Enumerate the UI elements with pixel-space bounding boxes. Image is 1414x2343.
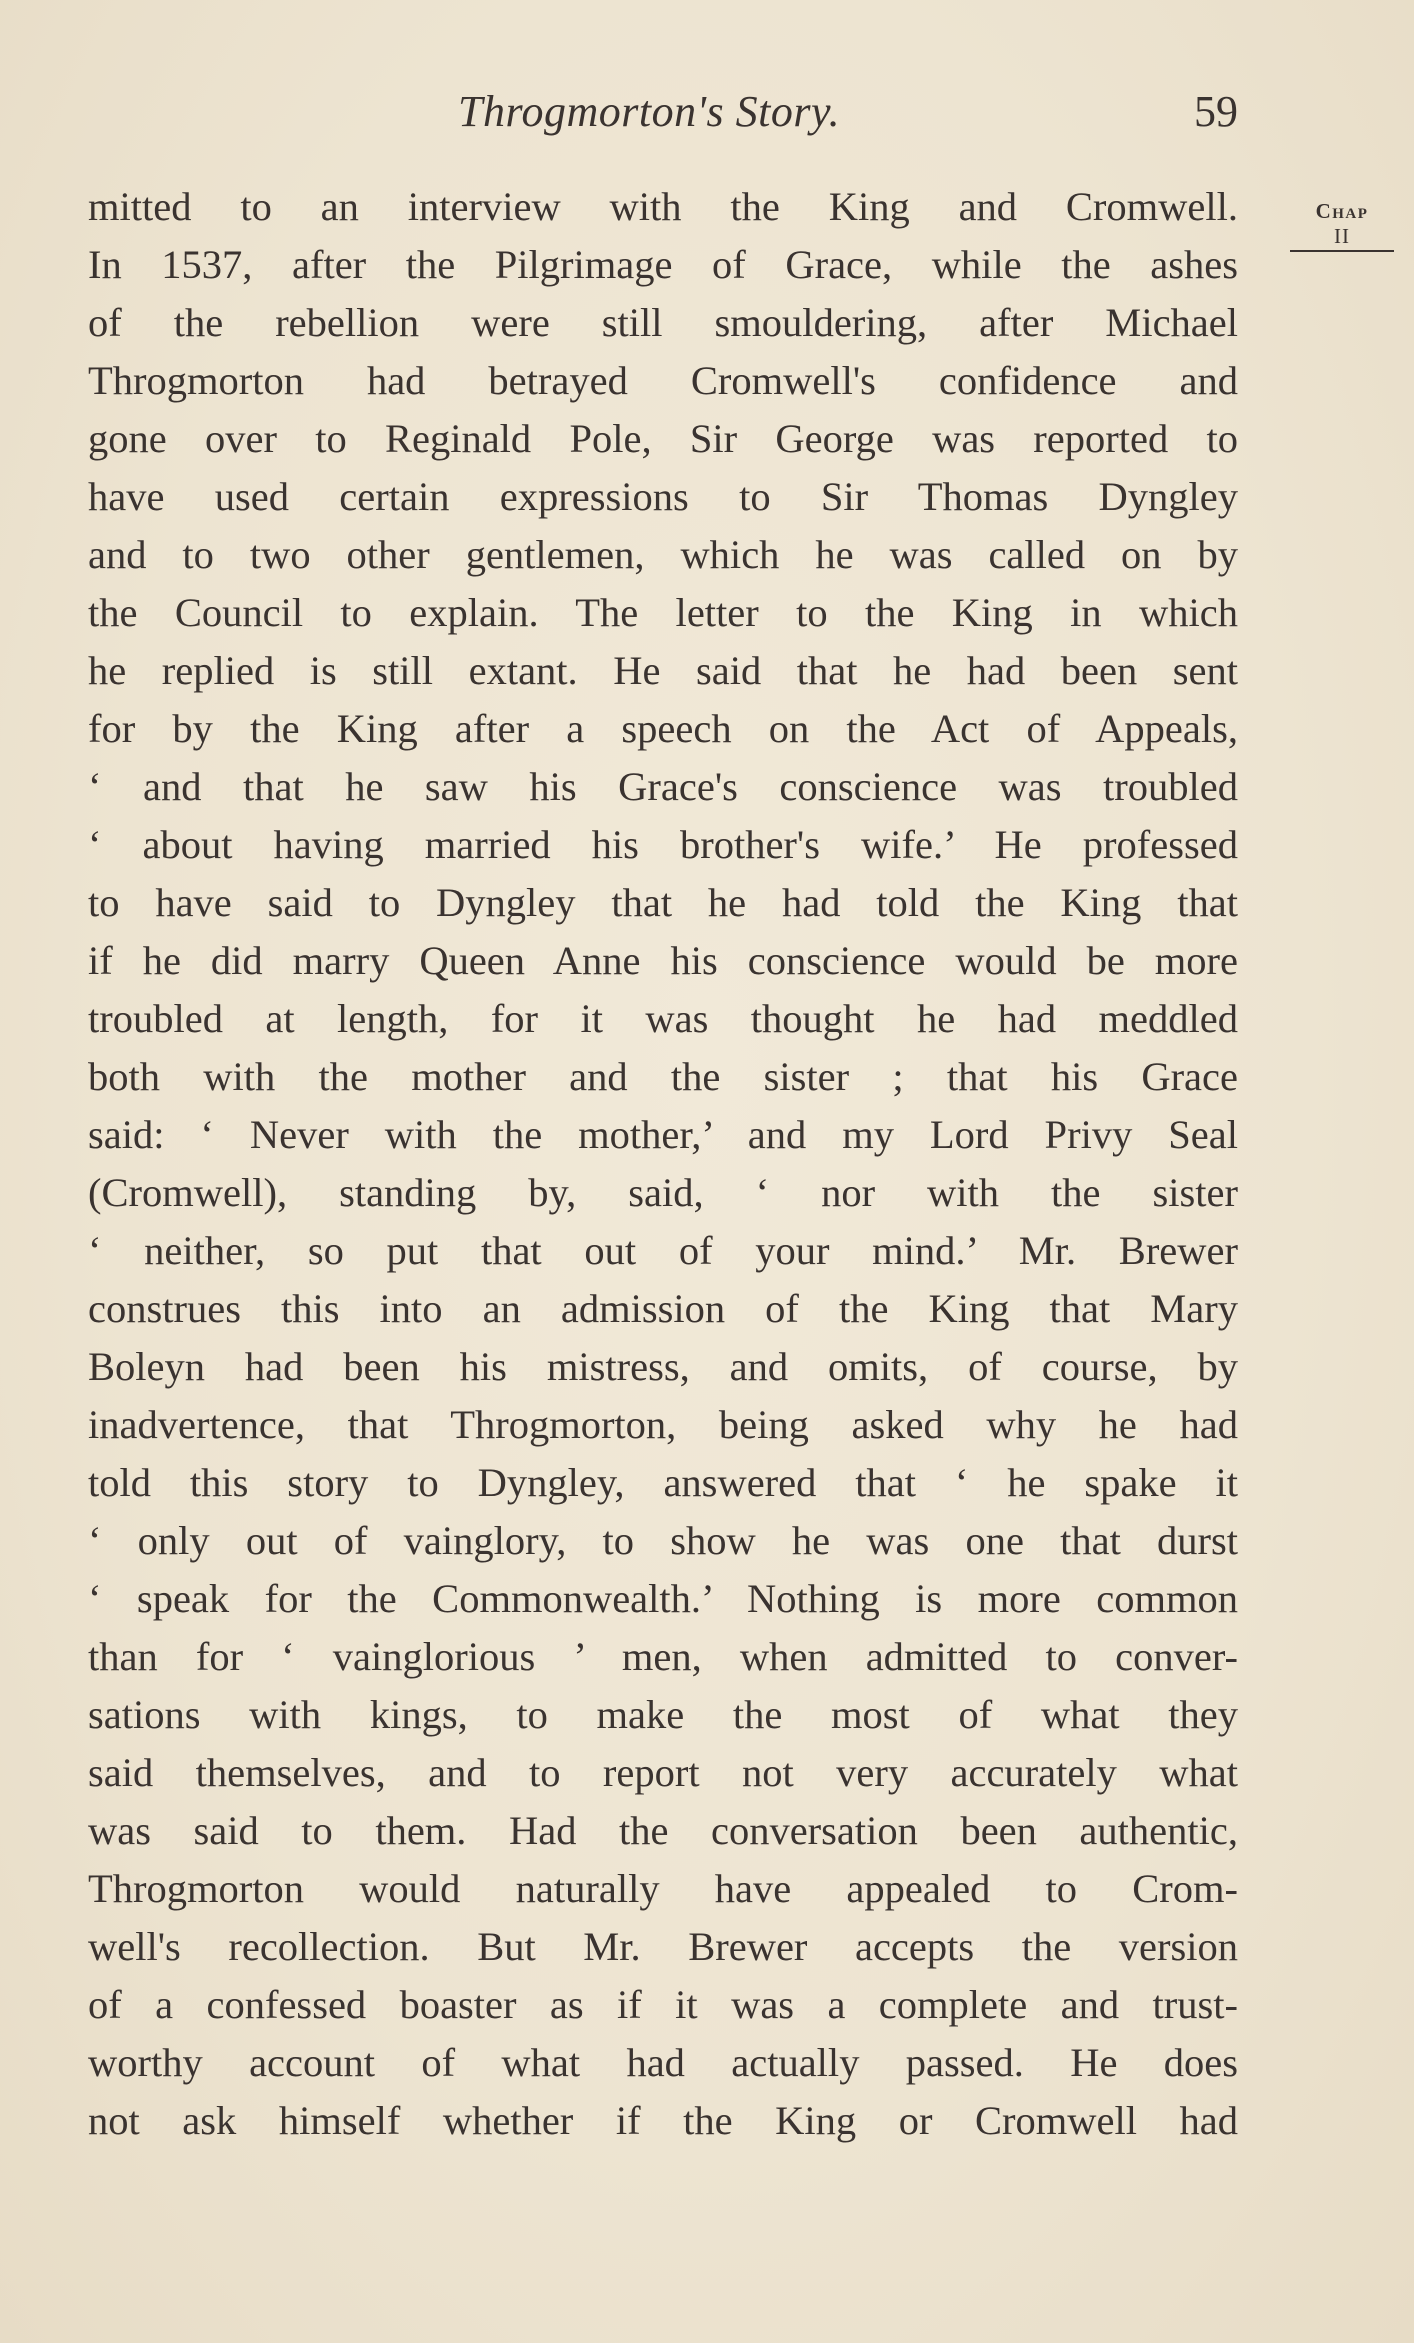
text-line: Throgmorton would naturally have appealed to Crom-: [88, 1866, 1238, 1911]
chapter-number: II: [1334, 224, 1350, 248]
body-text: [88, 178, 1238, 2150]
running-title: Throgmorton's Story.: [458, 87, 841, 136]
text-line: In 1537, after the Pilgrimage of Grace, while the ashes: [88, 242, 1238, 287]
text-line: sations with kings, to make the most of what they: [88, 1692, 1238, 1737]
text-line: inadvertence, that Throgmorton, being asked why he had: [88, 1402, 1238, 1447]
text-line: mitted to an interview with the King and Cromwell.: [88, 184, 1238, 229]
text-line: to have said to Dyngley that he had told the King that: [88, 880, 1238, 925]
text-line: gone over to Reginald Pole, Sir George was reported to: [88, 416, 1238, 461]
text-line: worthy account of what had actually passed. He does: [88, 2040, 1238, 2085]
text-line: was said to them. Had the conversation been authentic,: [88, 1808, 1238, 1853]
text-line: the Council to explain. The letter to the King in which: [88, 590, 1238, 635]
text-line: ‘ neither, so put that out of your mind.’ Mr. Brewer: [88, 1228, 1238, 1273]
text-line: Throgmorton had betrayed Cromwell's confidence and: [88, 358, 1238, 403]
text-line: well's recollection. But Mr. Brewer accepts the version: [88, 1924, 1238, 1969]
text-line: not ask himself whether if the King or Cromwell had: [88, 2098, 1238, 2143]
chapter-label: Chap: [1315, 199, 1369, 223]
text-line: ‘ only out of vainglory, to show he was one that durst: [88, 1518, 1238, 1563]
text-line: he replied is still extant. He said that he had been sent: [88, 648, 1238, 693]
text-line: ‘ and that he saw his Grace's conscience was troubled: [88, 764, 1238, 809]
text-line: have used certain expressions to Sir Thomas Dyngley: [88, 474, 1238, 519]
text-line: construes this into an admission of the King that Mary: [88, 1286, 1238, 1331]
chapter-rule: [1290, 250, 1394, 252]
text-line: ‘ about having married his brother's wife.’ He professed: [88, 822, 1238, 867]
chapter-margin-note: [1290, 198, 1394, 252]
text-line: of a confessed boaster as if it was a complete and trust-: [88, 1982, 1238, 2027]
text-line: troubled at length, for it was thought he had meddled: [88, 996, 1238, 1041]
text-line: said themselves, and to report not very accurately what: [88, 1750, 1238, 1795]
text-line: and to two other gentlemen, which he was called on by: [88, 532, 1238, 577]
text-line: ‘ speak for the Commonwealth.’ Nothing is more common: [88, 1576, 1238, 1621]
text-line: of the rebellion were still smouldering, after Michael: [88, 300, 1238, 345]
page-number: 59: [1194, 87, 1238, 136]
text-line: said: ‘ Never with the mother,’ and my Lord Privy Seal: [88, 1112, 1238, 1157]
text-line: told this story to Dyngley, answered that ‘ he spake it: [88, 1460, 1238, 1505]
text-line: than for ‘ vainglorious ’ men, when admitted to conver-: [88, 1634, 1238, 1679]
running-head: [88, 82, 1238, 142]
text-line: for by the King after a speech on the Act of Appeals,: [88, 706, 1238, 751]
text-line: both with the mother and the sister ; that his Grace: [88, 1054, 1238, 1099]
text-line: (Cromwell), standing by, said, ‘ nor with the sister: [88, 1170, 1238, 1215]
text-line: Boleyn had been his mistress, and omits, of course, by: [88, 1344, 1238, 1389]
text-line: if he did marry Queen Anne his conscience would be more: [88, 938, 1238, 983]
